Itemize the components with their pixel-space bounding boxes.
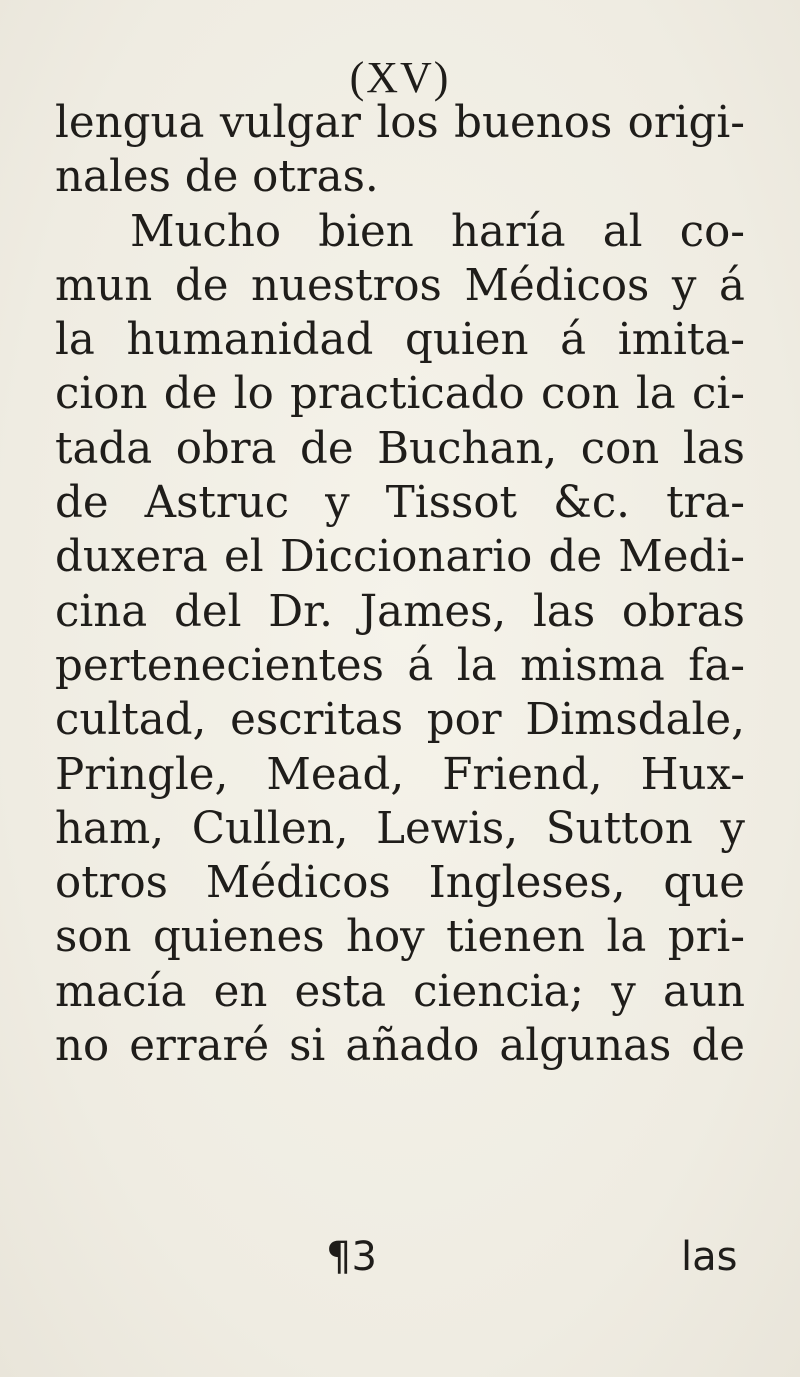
- text-line-17: macía en esta ciencia; y aun: [55, 966, 745, 1017]
- catchword: las: [681, 1234, 738, 1280]
- body-text: [55, 96, 745, 1073]
- text-line-16: son quienes hoy tienen la pri-: [55, 912, 745, 963]
- text-line-8: de Astruc y Tissot &c. tra-: [55, 478, 745, 529]
- text-line-10: cina del Dr. James, las obras: [55, 586, 745, 637]
- text-line-5: la humanidad quien á imita-: [55, 315, 745, 366]
- page-number-header: (XV): [349, 53, 451, 102]
- text-line-14: ham, Cullen, Lewis, Sutton y: [55, 803, 745, 854]
- text-line-9: duxera el Diccionario de Medi-: [55, 532, 745, 583]
- text-line-6: cion de lo practicado con la ci-: [55, 369, 745, 420]
- text-line-7: tada obra de Buchan, con las: [55, 423, 745, 474]
- text-line-2: nales de otras.: [55, 152, 379, 203]
- text-line-12: cultad, escritas por Dimsdale,: [55, 695, 745, 746]
- text-line-1: lengua vulgar los buenos origi-: [55, 98, 745, 148]
- text-line-3: Mucho bien haría al co-: [130, 206, 745, 257]
- text-line-15: otros Médicos Ingleses, que: [55, 858, 745, 909]
- page-footer: [0, 1230, 800, 1284]
- signature-mark: ¶3: [326, 1234, 377, 1280]
- text-line-11: pertenecientes á la misma fa-: [55, 640, 745, 691]
- text-line-18: no erraré si añado algunas de: [55, 1021, 745, 1072]
- text-line-4: mun de nuestros Médicos y á: [55, 260, 745, 311]
- text-line-13: Pringle, Mead, Friend, Hux-: [55, 749, 745, 800]
